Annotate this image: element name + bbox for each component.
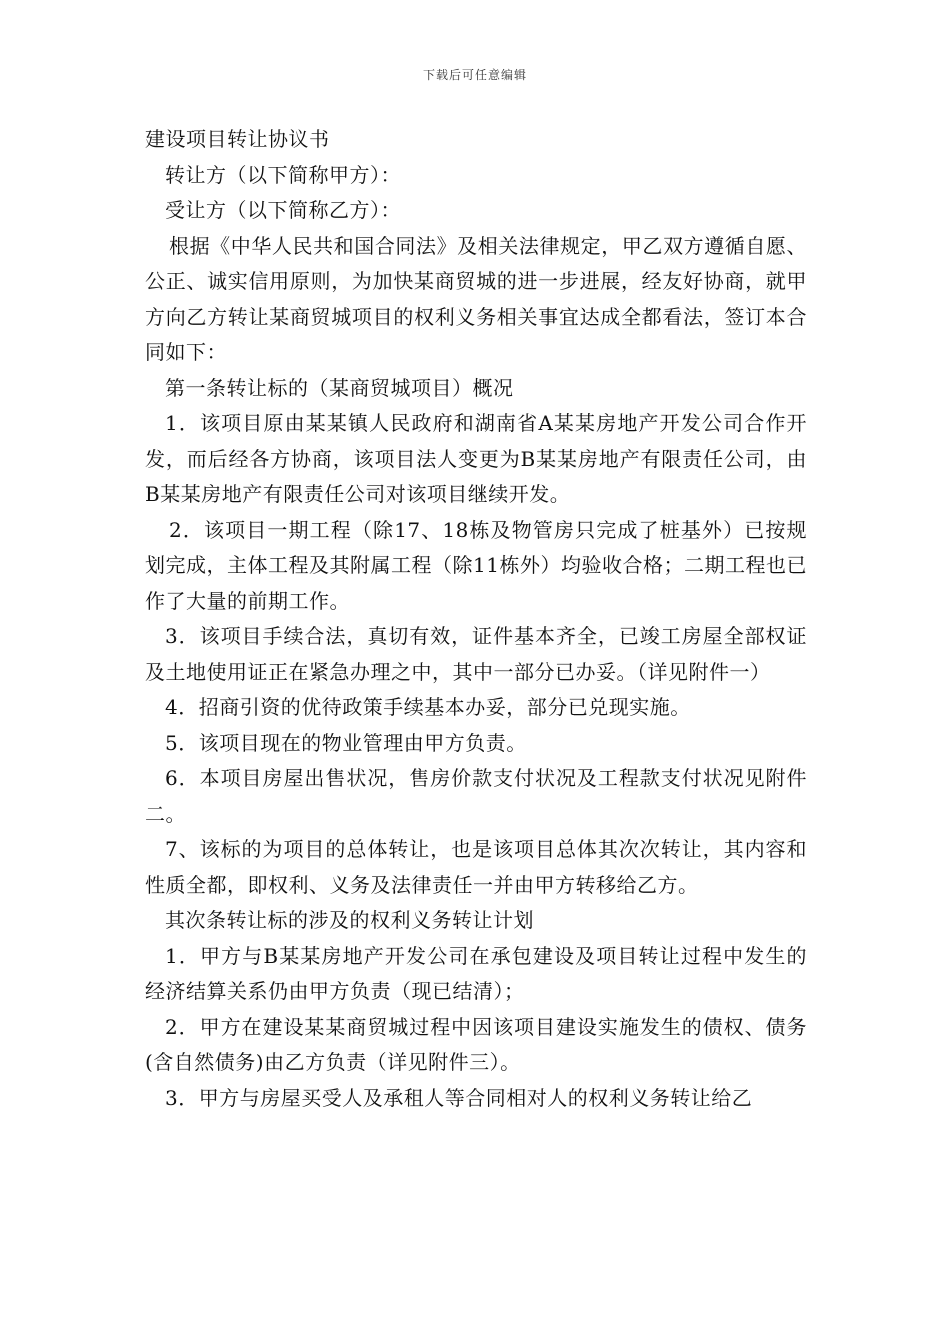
paragraph-transferor: 转让方（以下简称甲方）： bbox=[165, 162, 401, 187]
document-title: 建设项目转让协议书 bbox=[145, 127, 330, 151]
article-1-item-6: 6．本项目房屋出售状况，售房价款支付状况及工程款支付状况见附件二。 bbox=[145, 766, 807, 826]
article-1-item-5: 5．该项目现在的物业管理由甲方负责。 bbox=[165, 730, 527, 755]
article-1-item-3: 3．该项目手续合法，真切有效，证件基本齐全，已竣工房屋全部权证及土地使用证正在紧急办理之中，其中一部分已办妥。（详见附件一） bbox=[145, 624, 807, 684]
paragraph-preamble: 根据《中华人民共和国合同法》及相关法律规定，甲乙双方遵循自愿、公正、诚实信用原则，为加快某商贸城的进一步进展，经友好协商，就甲方向乙方转让某商贸城项目的权利义务相关事宜达成全都看法，签订本合同如下： bbox=[145, 233, 807, 364]
article-2-item-2: 2．甲方在建设某某商贸城过程中因该项目建设实施发生的债权、债务(含自然债务)由乙方负责（详见附件三）。 bbox=[145, 1014, 807, 1074]
article-2-heading: 其次条转让标的涉及的权利义务转让计划 bbox=[165, 908, 534, 932]
article-2-item-3: 3．甲方与房屋买受人及承租人等合同相对人的权利义务转让给乙 bbox=[165, 1085, 753, 1110]
article-1-item-7: 7、该标的为项目的总体转让，也是该项目总体其次次转让，其内容和性质全都，即权利、义务及法律责任一并由甲方转移给乙方。 bbox=[145, 837, 807, 897]
document-body bbox=[145, 122, 807, 1116]
article-1-item-4: 4．招商引资的优待政策手续基本办妥，部分已兑现实施。 bbox=[165, 695, 691, 719]
article-1-item-2: 2．该项目一期工程（除17、18栋及物管房只完成了桩基外）已按规划完成，主体工程及其附属工程（除11栋外）均验收合格；二期工程也已作了大量的前期工作。 bbox=[145, 517, 807, 613]
article-2-item-1: 1．甲方与B某某房地产开发公司在承包建设及项目转让过程中发生的经济结算关系仍由甲方负责（现已结清）； bbox=[145, 943, 807, 1003]
article-1-heading: 第一条转让标的（某商贸城项目）概况 bbox=[165, 375, 514, 400]
page-header-note: 下载后可任意编辑 bbox=[422, 68, 527, 82]
paragraph-transferee: 受让方（以下简称乙方）： bbox=[165, 198, 401, 222]
article-1-item-1: 1．该项目原由某某镇人民政府和湖南省A某某房地产开发公司合作开发，而后经各方协商，该项目法人变更为B某某房地产有限责任公司，由B某某房地产有限责任公司对该项目继续开发。 bbox=[145, 411, 807, 506]
